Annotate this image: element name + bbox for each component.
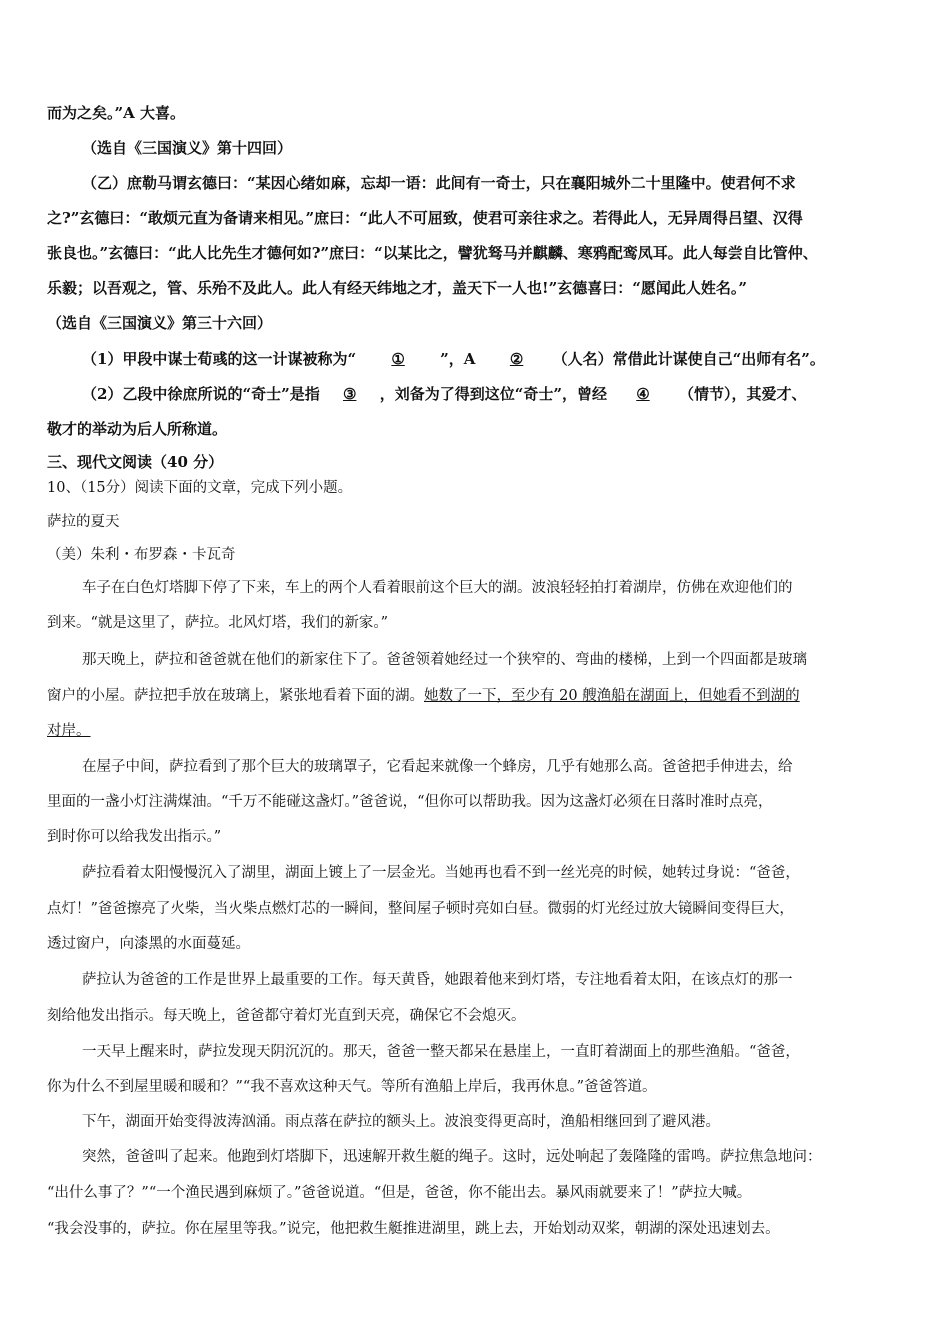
excerpt-b-source: （选自《三国演义》第三十六回） [47,314,273,332]
story-p4-line-1: 萨拉看着太阳慢慢沉入了湖里，湖面上镀上了一层金光。当她再也看不到一丝光亮的时候，她转过身说：“爸爸， [82,865,800,881]
story-p3-line-3: 到时你可以给我发出指示。” [47,829,222,845]
excerpt-a-line: 而为之矣。”A 大喜。 [47,104,185,122]
blank-3[interactable]: ③ [342,385,357,403]
story-p5-line-1: 萨拉认为爸爸的工作是世界上最重要的工作。每天黄昏，她跟着他来到灯塔，专注地看着太阳，在该点灯的那一 [82,972,793,988]
question-2-continued: 敬才的举动为后人所称道。 [47,420,228,438]
question-2-text-b: ，刘备为了得到这位“奇士”，曾经 [379,385,607,403]
story-p4-line-3: 透过窗户，向漆黑的水面蔓延。 [47,936,250,952]
story-p1-line-2: 到来。“就是这里了，萨拉。北风灯塔，我们的新家。” [47,615,389,631]
excerpt-b-line-1: （乙）庶勒马谓玄德曰：“某因心绪如麻，忘却一语：此间有一奇士，只在襄阳城外二十里隆中。使君何不求 [82,174,796,192]
question-1-text-c: （人名）常借此计谋使自己“出师有名”。 [552,350,825,368]
question-1-text-a: （1）甲段中谋士荀彧的这一计谋被称为“ [82,350,357,368]
story-author: （美）朱利・布罗森・卡瓦奇 [47,547,236,563]
section-heading: 三、现代文阅读（40 分） [47,453,224,471]
blank-1[interactable]: ① [391,350,405,368]
underlined-sentence: 她数了一下，至少有 20 艘渔船在湖面上，但她看不到湖的 [424,688,800,704]
story-p3-line-1: 在屋子中间，萨拉看到了那个巨大的玻璃罩子，它看起来就像一个蜂房，几乎有她那么高。爸爸把手伸进去，给 [82,759,793,775]
question-1-text-b: ”，A [440,350,476,368]
blank-2[interactable]: ② [509,350,524,368]
story-p8-line-3: “我会没事的，萨拉。你在屋里等我。”说完，他把救生艇推进湖里，跳上去，开始划动双桨，朝湖的深处迅速划去。 [47,1221,780,1237]
story-p2-line-2 [47,685,800,707]
excerpt-b-line-2: 之?”玄德曰：“敢烦元直为备请来相见。”庶曰：“此人不可屈致，使君可亲往求之。若得此人，无异周得吕望、汉得 [47,209,803,227]
story-p4-line-2: 点灯！”爸爸擦亮了火柴，当火柴点燃灯芯的一瞬间，整间屋子顿时亮如白昼。微弱的灯光经过放大镜瞬间变得巨大， [47,901,794,917]
question-1 [82,348,825,370]
story-p8-line-2: “出什么事了？”“一个渔民遇到麻烦了。”爸爸说道。“但是，爸爸，你不能出去。暴风雨就要来了！”萨拉大喊。 [47,1185,752,1201]
story-p6-line-2: 你为什么不到屋里暖和暖和？”“我不喜欢这种天气。等所有渔船上岸后，我再休息。”爸爸答道。 [47,1079,657,1095]
question-10-intro: 10、（15分）阅读下面的文章，完成下列小题。 [47,480,353,496]
story-p1-line-1: 车子在白色灯塔脚下停了下来，车上的两个人看着眼前这个巨大的湖。波浪轻轻拍打着湖岸，仿佛在欢迎他们的 [82,580,793,596]
blank-4[interactable]: ④ [636,385,650,403]
story-p7-line-1: 下午，湖面开始变得波涛汹涌。雨点落在萨拉的额头上。波浪变得更高时，渔船相继回到了避风港。 [82,1114,720,1130]
question-2-text-a: （2）乙段中徐庶所说的“奇士”是指 [82,385,320,403]
excerpt-b-line-4: 乐毅；以吾观之，管、乐殆不及此人。此人有经天纬地之才，盖天下一人也!”玄德喜曰：“愿闻此人姓名。” [47,279,747,297]
story-p5-line-2: 刻给他发出指示。每天晚上，爸爸都守着灯光直到天亮，确保它不会熄灭。 [47,1008,526,1024]
story-p2-line-1: 那天晚上，萨拉和爸爸就在他们的新家住下了。爸爸领着她经过一个狭窄的、弯曲的楼梯，上到一个四面都是玻璃 [82,652,807,668]
excerpt-a-source: （选自《三国演义》第十四回） [82,139,293,157]
story-p6-line-1: 一天早上醒来时，萨拉发现天阴沉沉的。那天，爸爸一整天都呆在悬崖上，一直盯着湖面上的那些渔船。“爸爸， [82,1044,800,1060]
excerpt-b-line-3: 张良也。”玄德曰：“此人比先生才德何如?”庶曰：“以某比之，譬犹驽马并麒麟、寒鸦配鸾凤耳。此人每尝自比管仲、 [47,244,818,262]
question-2-text-c: （情节），其爱才、 [678,385,807,403]
story-p3-line-2: 里面的一盏小灯注满煤油。“千万不能碰这盏灯。”爸爸说，“但你可以帮助我。因为这盏灯必须在日落时准时点亮， [47,794,773,810]
story-title: 萨拉的夏天 [47,514,120,530]
story-p8-line-1: 突然，爸爸叫了起来。他跑到灯塔脚下，迅速解开救生艇的绳子。这时，远处响起了轰隆隆的雷鸣。萨拉焦急地问： [82,1149,822,1165]
question-2 [82,383,806,405]
story-p2-line-2-text: 窗户的小屋。萨拉把手放在玻璃上，紧张地看着下面的湖。 [47,688,424,704]
underlined-sentence-end: 对岸。 [47,723,91,739]
